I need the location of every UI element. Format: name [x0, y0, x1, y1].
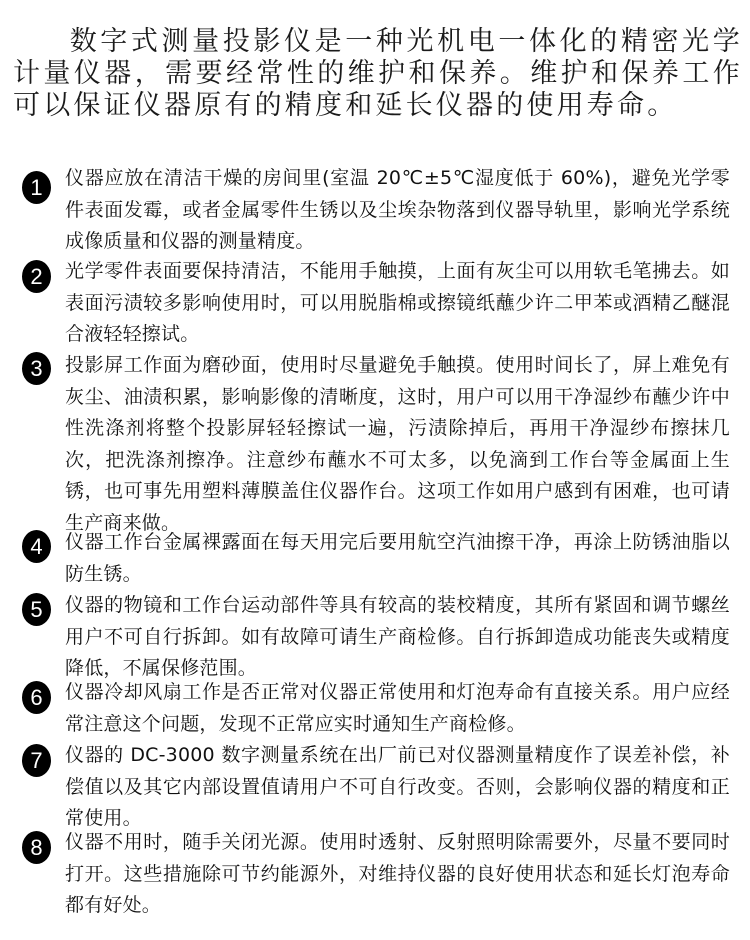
- intro-paragraph: [13, 26, 743, 122]
- item-text: 仪器工作台金属裸露面在每天用完后要用航空汽油擦干净，再涂上防锈油脂以防生锈。: [65, 531, 730, 585]
- number-badge: 7: [22, 744, 51, 777]
- item-text: 投影屏工作面为磨砂面，使用时尽量避免手触摸。使用时间长了，屏上难免有灰尘、油渍积累，影响影像的清晰度，这时，用户可以用干净湿纱布蘸少许中性洗涤剂将整个投影屏轻轻擦试一遍，污渍除掉后，再用干净湿纱布擦抹几次，把洗涤剂擦净。注意纱布蘸水不可太多，以免滴到工作台等金属面上生锈，也可事先用塑料薄膜盖住仪器作台。这项工作如用户感到有困难，也可请生产商来做。: [65, 354, 730, 534]
- item-text: 仪器冷却风扇工作是否正常对仪器正常使用和灯泡寿命有直接关系。用户应经常注意这个问题，发现不正常应实时通知生产商检修。: [65, 681, 730, 735]
- number-badge: 4: [22, 530, 51, 563]
- item-text: 仪器的 DC-3000 数字测量系统在出厂前已对仪器测量精度作了误差补偿，补偿值以及其它内部设置值请用户不可自行改变。否则，会影响仪器的精度和正常使用。: [65, 744, 730, 829]
- number-badge: 6: [22, 681, 51, 714]
- number-badge: 5: [22, 593, 51, 626]
- item-text: 仪器应放在清洁干燥的房间里(室温 20℃±5℃湿度低于 60%)，避免光学零件表面发霉，或者金属零件生锈以及尘埃杂物落到仪器导轨里，影响光学系统成像质量和仪器的测量精度。: [65, 167, 730, 252]
- number-badge: 2: [22, 260, 51, 293]
- number-badge: 3: [22, 352, 51, 385]
- item-text: 仪器不用时，随手关闭光源。使用时透射、反射照明除需要外，尽量不要同时打开。这些措施除可节约能源外，对维持仪器的良好使用状态和延长灯泡寿命都有好处。: [65, 831, 730, 916]
- item-text: 仪器的物镜和工作台运动部件等具有较高的装校精度，其所有紧固和调节螺丝用户不可自行拆卸。如有故障可请生产商检修。自行拆卸造成功能丧失或精度降低，不属保修范围。: [65, 594, 730, 679]
- item-text: 光学零件表面要保持清洁，不能用手触摸，上面有灰尘可以用软毛笔拂去。如表面污渍较多影响使用时，可以用脱脂棉或擦镜纸蘸少许二甲苯或酒精乙醚混合液轻轻擦试。: [65, 260, 730, 345]
- number-badge: 8: [22, 831, 51, 864]
- intro-text: 数字式测量投影仪是一种光机电一体化的精密光学计量仪器，需要经常性的维护和保养。维护和保养工作可以保证仪器原有的精度和延长仪器的使用寿命。: [13, 26, 743, 121]
- number-badge: 1: [22, 171, 51, 204]
